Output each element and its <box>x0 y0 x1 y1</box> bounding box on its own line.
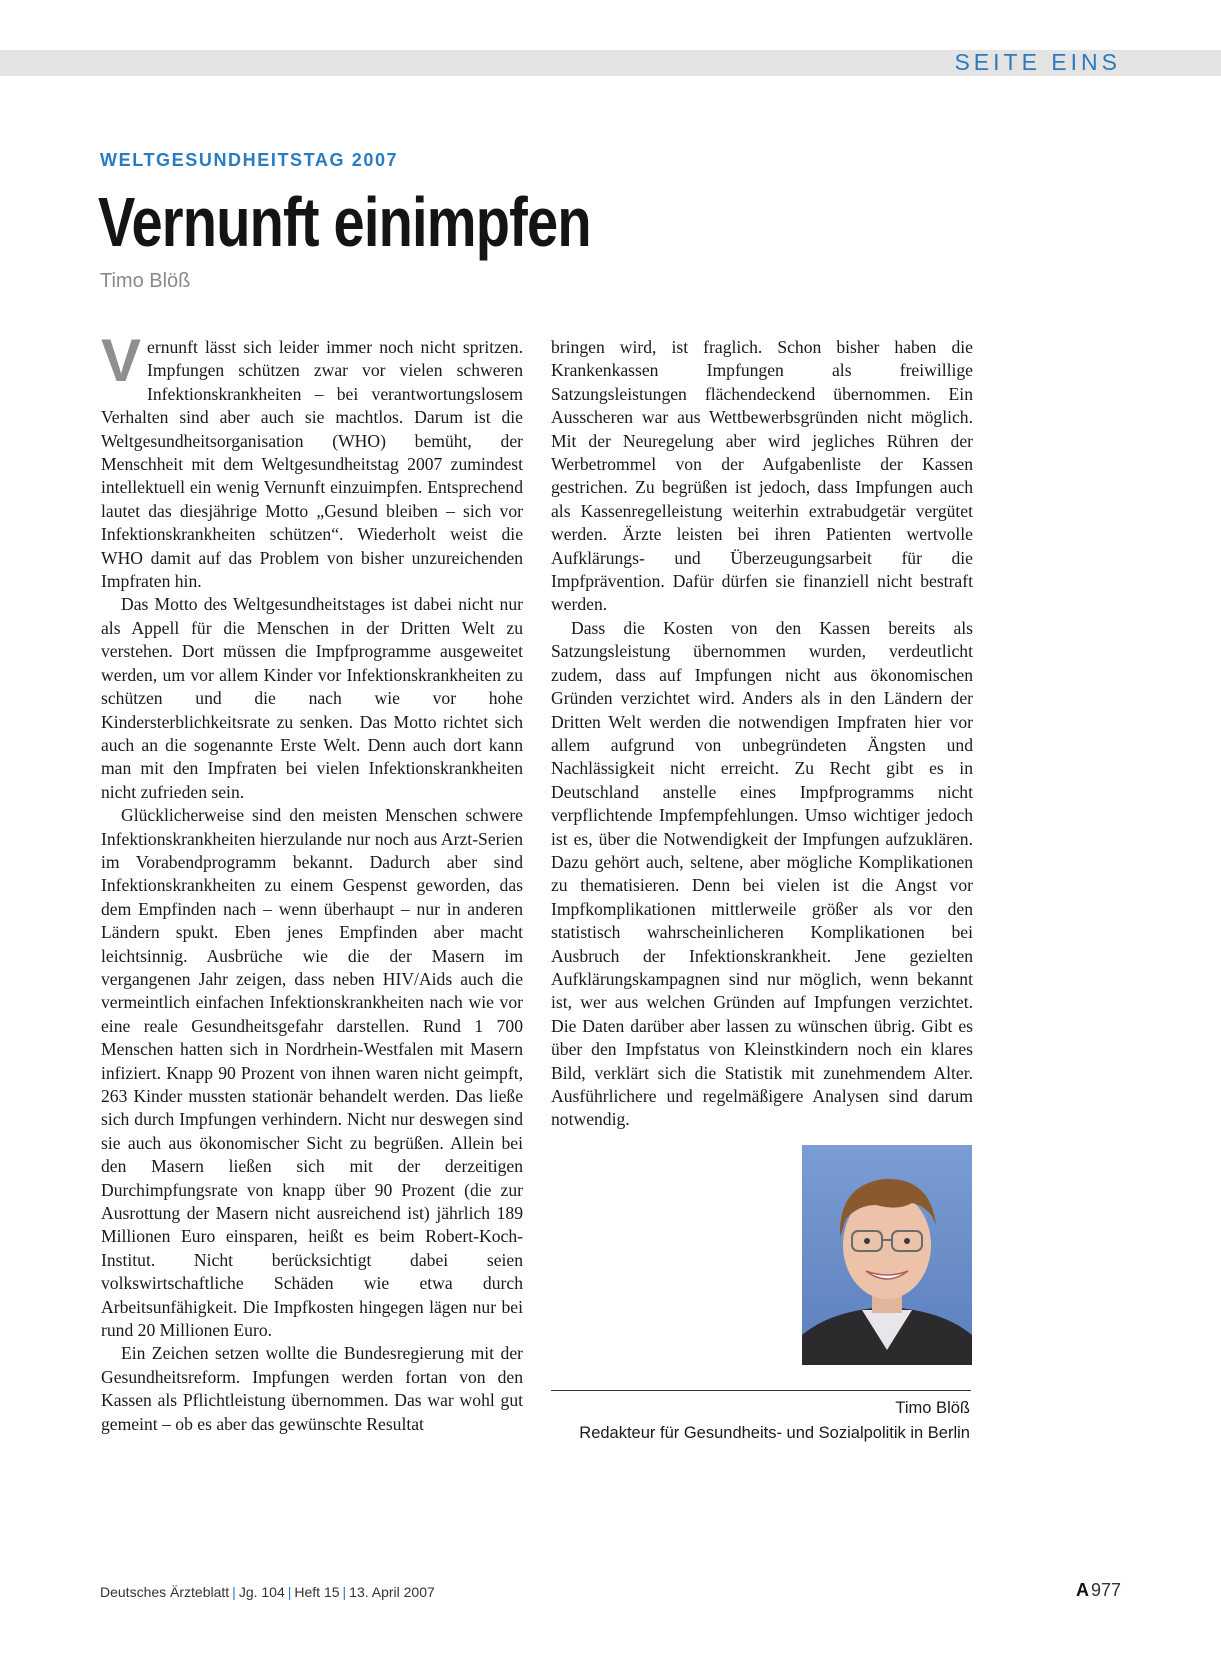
caption-divider <box>551 1390 971 1391</box>
footer-issue: Heft 15 <box>294 1584 340 1600</box>
caption-role: Redakteur für Gesundheits- und Sozialpolitik in Berlin <box>579 1424 970 1442</box>
page-footer <box>100 1584 435 1600</box>
author-portrait <box>802 1145 972 1365</box>
page-number <box>1076 1580 1121 1601</box>
footer-journal: Deutsches Ärzteblatt <box>100 1584 230 1600</box>
page-prefix: A <box>1075 1580 1089 1600</box>
article-column-left <box>101 327 523 1436</box>
portrait-illustration <box>802 1145 972 1365</box>
page-number-value: 977 <box>1090 1580 1121 1600</box>
article-paragraph-1 <box>101 327 523 593</box>
footer-separator: | <box>232 1584 236 1600</box>
article-title: Vernunft einimpfen <box>98 183 591 261</box>
footer-separator: | <box>342 1584 347 1600</box>
article-paragraph: Ein Zeichen setzen wollte die Bundesregierung mit der Gesundheitsreform. Impfungen werden fortan von den Kassen als Pflichtleistung übernommen. Das war wohl gut gemeint – ob es aber das gewünschte Resultat <box>101 1343 523 1434</box>
footer-date: 13. April 2007 <box>349 1584 435 1600</box>
section-label: SEITE EINS <box>954 49 1121 75</box>
article-paragraph: Dass die Kosten von den Kassen bereits als Satzungsleistung übernommen wurden, verdeutlicht zudem, dass auf Impfungen nicht aus ökonomischen Gründen verzichtet wird. Anders als in den Ländern der Dritten Welt werden die notwendigen Impfraten hier vor allem aufgrund von unbegründeten Ängsten und Nachlässigkeit nicht erreicht. Zu Recht gibt es in Deutschland anstelle eines Impfprogramms nicht verpflichtende Impfempfehlungen. Umso wichtiger jedoch ist es, über die Notwendigkeit der Impfungen aufzuklären. Dazu gehört auch, seltene, aber mögliche Komplikationen zu thematisieren. Denn bei vielen ist die Angst vor Impfkomplikationen mittlerweile größer als vor den statistisch wahrscheinlicheren Komplikationen bei Ausbruch der Infektionskrankheit. Jene gezielten Aufklärungskampagnen sind nur möglich, wenn bekannt ist, wer aus welchen Gründen auf Impfungen verzichtet. Die Daten darüber aber lassen zu wünschen übrig. Gibt es über den Impfstatus von Kleinstkindern noch ein klares Bild, verklärt sich die Statistik mit zunehmendem Alter. Ausführlichere und regelmäßigere Analysen sind darum notwendig. <box>551 617 973 1130</box>
article-paragraph: bringen wird, ist fraglich. Schon bisher haben die Krankenkassen Impfungen als freiwillige Satzungsleistungen flächendeckend übernommen. Ein Ausscheren war aus Wettbewerbsgründen nicht möglich. Mit der Neuregelung aber wird jegliches Rühren der Werbetrommel von der Aufgabenliste der Kassen gestrichen. Zu begrüßen ist jedoch, dass Impfungen auch als Kassenregelleistung weiterhin extrabudgetär vergütet werden. Ärzte leisten bei ihren Patienten wertvolle Aufklärungs- und Überzeugungsarbeit für die Impfprävention. Dafür dürfen sie finanziell nicht bestraft werden. <box>551 337 973 615</box>
article-author: Timo Blöß <box>100 270 191 292</box>
article-column-right <box>551 336 973 1132</box>
article-paragraph: Glücklicherweise sind den meisten Menschen schwere Infektionskrankheiten hierzulande nur noch aus Arzt-Serien im Vorabendprogramm bekannt. Dadurch aber sind Infektionskrankheiten zu einem Gespenst geworden, das dem Empfinden nach – wenn überhaupt – nur in anderen Ländern spukt. Eben jenes Empfinden aber macht leichtsinnig. Ausbrüche wie die der Masern im vergangenen Jahr zeigen, dass neben HIV/Aids auch die vermeintlich einfachen Infektionskrankheiten nach wie vor eine reale Gesundheitsgefahr darstellen. Rund 1 700 Menschen hatten sich in Nordrhein-Westfalen mit Masern infiziert. Knapp 90 Prozent von ihnen waren nicht geimpft, 263 Kinder mussten stationär behandelt werden. Das ließe sich durch Impfungen verhindern. Nicht nur deswegen sind sie auch aus ökonomischer Sicht zu begrüßen. Allein bei den Masern ließen sich mit der derzeitigen Durchimpfungsrate von knapp über 90 Prozent (die zur Ausrottung der Masern nicht ausreichend ist) jährlich 189 Millionen Euro einsparen, heißt es beim Robert-Koch-Institut. Nicht berücksichtigt dabei seien volkswirtschaftliche Schäden wie etwa durch Arbeitsunfähigkeit. Die Impfkosten hingegen lägen nur bei rund 20 Millionen Euro. <box>101 805 523 1341</box>
footer-separator: | <box>287 1584 292 1600</box>
caption-name: Timo Blöß <box>895 1399 970 1417</box>
article-paragraph: Das Motto des Weltgesundheitstages ist dabei nicht nur als Appell für die Menschen in der Dritten Welt zu verstehen. Dort müssen die Impfprogramme ausgeweitet werden, um vor allem Kinder vor Infektionskrankheiten zu schützen und die nach wie vor hohe Kindersterblichkeitsrate zu senken. Das Motto richtet sich auch an die sogenannte Erste Welt. Denn auch dort kann man mit den Impfraten bei vielen Infektionskrankheiten nicht zufrieden sein. <box>101 594 523 802</box>
paragraph-text: ernunft lässt sich leider immer noch nicht spritzen. Impfungen schützen zwar vor vielen schweren Infektionskrankheiten – bei verantwortungslosem Verhalten sind aber auch sie machtlos. Darum ist die Weltgesundheitsorganisation (WHO) bemüht, der Menschheit mit dem Weltgesundheitstag 2007 zumindest intellektuell ein wenig Vernunft einzuimpfen. Entsprechend lautet das diesjährige Motto „Gesund bleiben – sich vor Infektionskrankheiten schützen“. Wiederholt weist die WHO damit auf das Problem von bisher unzureichenden Impfraten hin. <box>101 337 523 592</box>
footer-volume: Jg. 104 <box>238 1584 285 1600</box>
portrait-caption <box>579 1396 970 1446</box>
article-kicker: WELTGESUNDHEITSTAG 2007 <box>100 150 399 170</box>
drop-cap: V <box>101 327 142 394</box>
